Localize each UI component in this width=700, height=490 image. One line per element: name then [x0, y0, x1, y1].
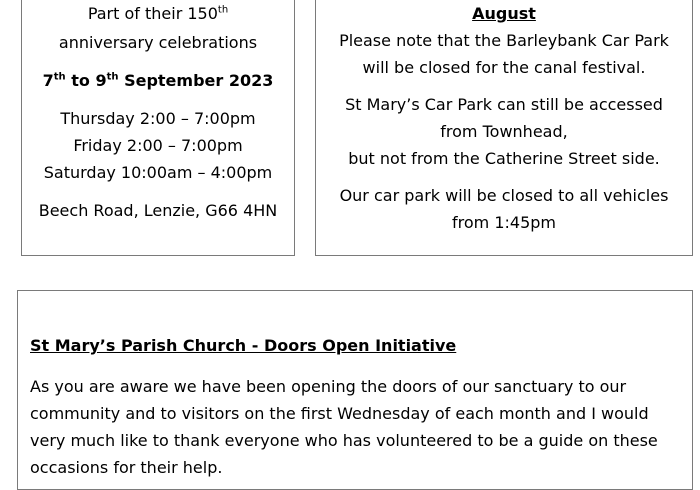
notice-line: from 1:45pm: [452, 213, 556, 232]
event-address: Beech Road, Lenzie, G66 4HN: [38, 201, 278, 220]
car-park-notice-box: [315, 0, 693, 256]
notice-line: but not from the Catherine Street side.: [348, 149, 660, 168]
notice-heading: August: [472, 4, 536, 23]
schedule-thursday: Thursday 2:00 – 7:00pm: [60, 109, 256, 128]
doors-open-paragraph: As you are aware we have been opening the doors of our sanctuary to our community and to visitors on the first Wednesday of each month and I would very much like to thank everyone who has volunteered to be a guide on these occasions for their help.: [30, 377, 658, 477]
anniversary-line-2: anniversary celebrations: [58, 33, 258, 52]
schedule-saturday: Saturday 10:00am – 4:00pm: [43, 163, 273, 182]
schedule-friday: Friday 2:00 – 7:00pm: [73, 136, 243, 155]
anniversary-line-1: Part of their 150th: [87, 4, 229, 23]
notice-line: from Townhead,: [440, 122, 568, 141]
doors-open-heading: St Mary’s Parish Church - Doors Open Initiative: [30, 336, 457, 355]
notice-line: Please note that the Barleybank Car Park: [339, 31, 669, 50]
event-notice-box: [21, 0, 295, 256]
event-dates: 7th to 9th September 2023: [42, 71, 274, 90]
notice-line: St Mary’s Car Park can still be accessed: [345, 95, 663, 114]
notice-line: Our car park will be closed to all vehicles: [339, 186, 669, 205]
doors-open-box: [17, 290, 693, 490]
notice-line: will be closed for the canal festival.: [362, 58, 646, 77]
